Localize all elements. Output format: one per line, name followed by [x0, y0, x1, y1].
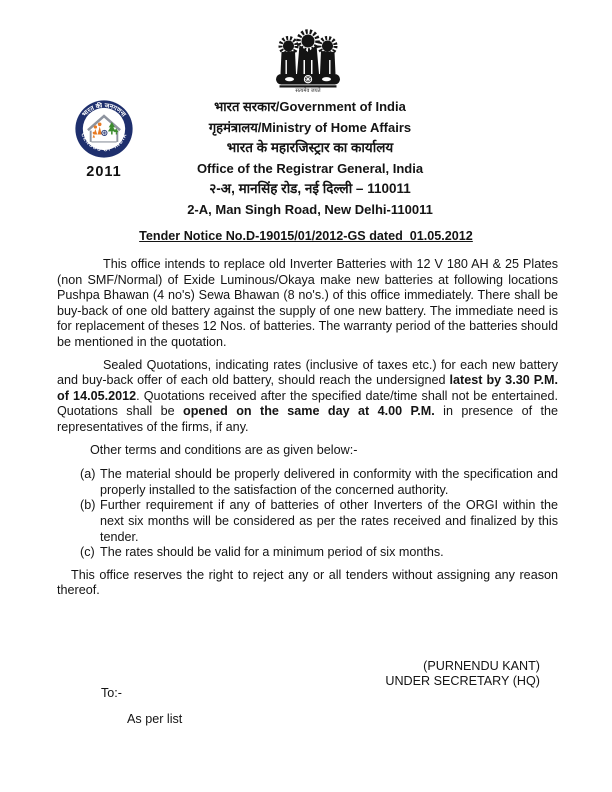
letterhead-line-address-hindi: २-अ, मानसिंह रोड, नई दिल्ली – 110011 [209, 181, 411, 197]
census-logo [75, 100, 133, 180]
paragraph-2-opening-time: opened on the same day at 4.00 P.M. [183, 404, 435, 419]
term-label-a: (a) [80, 467, 96, 482]
letterhead-line-address-english: 2-A, Man Singh Road, New Delhi-110011 [187, 201, 433, 217]
paragraph-2-seg1: Sealed Quotations, indicating rates (inclusive of taxes etc.) for each new battery and buy-back offer of each old battery, should reach the undersigned [57, 357, 558, 388]
letter-body [57, 257, 558, 606]
term-text-b: Further requirement if any of batteries of other Inverters of the ORGI within the next six months will be considered as per the rates received and finalized by this tender. [100, 498, 558, 544]
census-logo-top-text: भारत की जनगणना [81, 102, 127, 119]
letterhead [160, 97, 460, 221]
paragraph-1: This office intends to replace old Inverter Batteries with 12 V 180 AH & 25 Plates (non SMF/Normal) of Exide Luminous/Okaya make new batteries at following locations Pushpa Bhawan (4 no's) Sewa Bhawan (8 no's.) of this office immediately. There shall be buy-back of one old battery against the supply of one new battery. The immediate need is for replacement of theses 12 Nos. of batteries. The warranty period of the batteries should be mentioned in the quotation. [57, 257, 558, 349]
census-year: 2011 [86, 164, 122, 180]
signature-block [385, 659, 540, 689]
census-logo-icon [75, 100, 133, 158]
tender-notice-title-text: Tender Notice No.D-19015/01/2012-GS dated 01.05.2012 [139, 229, 473, 243]
lion-capital-icon [273, 27, 343, 93]
term-item-c [80, 545, 558, 561]
letterhead-line-govt: भारत सरकार/Government of India [214, 99, 406, 114]
paragraph-2 [57, 358, 558, 436]
term-label-c: (c) [80, 545, 95, 560]
signatory-name: (PURNENDU KANT) [423, 659, 540, 673]
term-text-a: The material should be properly delivered in conformity with the specification and properly installed to the satisfaction of the concerned authority. [100, 467, 558, 497]
census-logo-bottom-text: CENSUS OF INDIA [79, 132, 129, 154]
terms-list [80, 467, 558, 561]
to-label: To:- [101, 686, 122, 700]
term-label-b: (b) [80, 498, 96, 513]
to-addressee: As per list [127, 712, 183, 726]
tender-notice-title [0, 229, 612, 243]
closing-paragraph: This office reserves the right to reject any or all tenders without assigning any reason thereof. [57, 567, 558, 598]
term-item-a [80, 467, 558, 498]
signatory-designation: UNDER SECRETARY (HQ) [385, 673, 540, 688]
paragraph-2-seg2: . Quotations received after the specified date/time shall not be entertained. Quotations shall be [57, 388, 558, 419]
emblem-motto: सत्यमेव जयते [295, 88, 321, 93]
paragraph-2-deadline: latest by 3.30 P.M. of 14.05.2012 [57, 373, 558, 403]
paragraph-2-seg3: in presence of the representatives of the firms, if any. [57, 404, 558, 434]
letterhead-line-office-hindi: भारत के महारजिस्ट्रार का कार्यालय [226, 140, 394, 156]
letterhead-line-ministry: गृहमंत्रालय/Ministry of Home Affairs [208, 119, 412, 135]
term-item-b [80, 498, 558, 545]
term-text-c: The rates should be valid for a minimum period of six months. [100, 545, 444, 560]
national-emblem-icon [273, 27, 343, 98]
terms-intro: Other terms and conditions are as given below:- [90, 442, 358, 457]
letterhead-line-office-english: Office of the Registrar General, India [196, 160, 424, 176]
chakra-icon [102, 130, 107, 135]
